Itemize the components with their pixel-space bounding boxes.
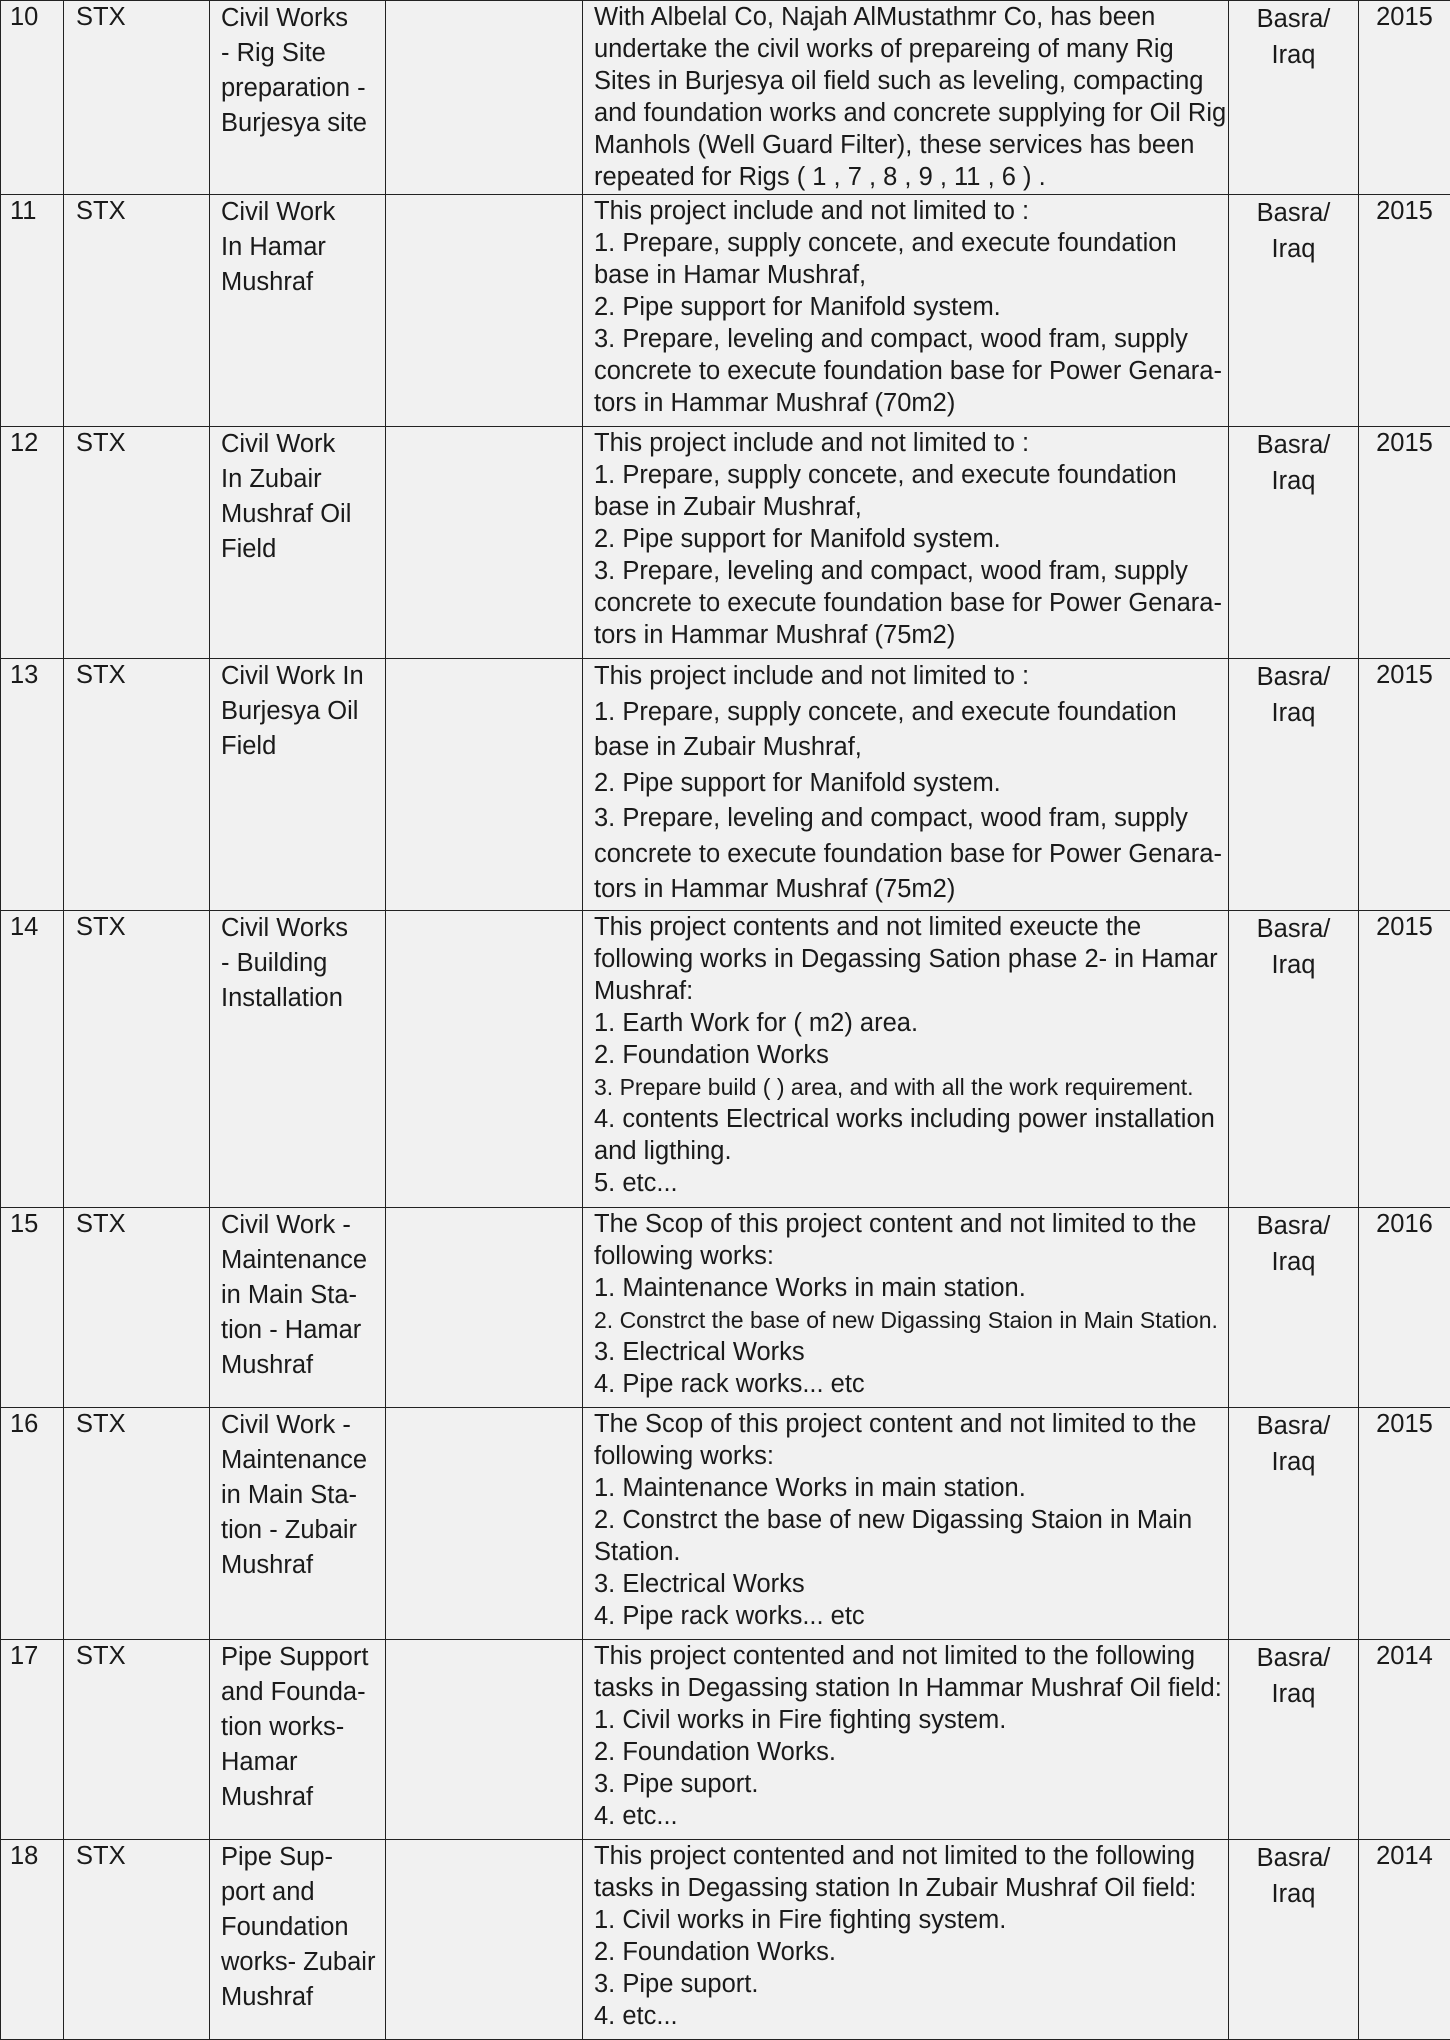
empty-cell — [386, 1640, 583, 1840]
project-description-cell — [583, 1, 1229, 195]
description-line: 3. Pipe suport. — [594, 1768, 1220, 1800]
description-line: following works in Degassing Sation phase 2- in Hamar — [594, 943, 1220, 975]
description-line: 4. etc... — [594, 2000, 1220, 2032]
project-title-cell — [210, 427, 386, 659]
year-cell: 2014 — [1359, 1640, 1450, 1840]
location-cell — [1229, 659, 1359, 911]
description-line: 2. Pipe support for Manifold system. — [594, 523, 1220, 555]
location-line: Iraq — [1233, 1876, 1354, 1912]
project-number-cell: 11 — [1, 195, 64, 427]
project-description-cell — [583, 427, 1229, 659]
location-line: Iraq — [1233, 1244, 1354, 1280]
description-line: tasks in Degassing station In Zubair Mushraf Oil field: — [594, 1872, 1220, 1904]
project-description-cell — [583, 1640, 1229, 1840]
description-line: 2. Constrct the base of new Digassing Staion in Main Station. — [594, 1304, 1220, 1336]
description-line: This project contented and not limited to the following — [594, 1640, 1220, 1672]
project-title-line: Field — [221, 729, 377, 764]
location-cell — [1229, 911, 1359, 1208]
location-line: Basra/ — [1233, 1640, 1354, 1676]
project-number-cell: 12 — [1, 427, 64, 659]
project-title-line: tion works- — [221, 1710, 377, 1745]
project-title-line: Maintenance — [221, 1443, 377, 1478]
project-number-cell: 13 — [1, 659, 64, 911]
year-cell: 2015 — [1359, 427, 1450, 659]
description-line: tors in Hammar Mushraf (75m2) — [594, 872, 1220, 908]
project-title-line: Pipe Sup- — [221, 1840, 377, 1875]
empty-cell — [386, 1840, 583, 2040]
project-title-line: in Main Sta- — [221, 1478, 377, 1513]
location-line: Iraq — [1233, 231, 1354, 267]
project-title-line: and Founda- — [221, 1675, 377, 1710]
description-line: 1. Prepare, supply concete, and execute foundation — [594, 695, 1220, 731]
project-title-line: port and — [221, 1875, 377, 1910]
project-title-line: in Main Sta- — [221, 1278, 377, 1313]
project-title-line: tion - Zubair — [221, 1513, 377, 1548]
description-line: 1. Prepare, supply concete, and execute foundation — [594, 227, 1220, 259]
company-cell: STX — [64, 195, 210, 427]
project-title-line: In Zubair — [221, 462, 377, 497]
description-line: The Scop of this project content and not limited to the — [594, 1208, 1220, 1240]
location-cell — [1229, 1208, 1359, 1408]
table-row — [1, 1408, 1450, 1640]
project-title-line: Mushraf — [221, 1348, 377, 1383]
project-title-line: Field — [221, 532, 377, 567]
location-line: Iraq — [1233, 695, 1354, 731]
project-title-cell — [210, 1408, 386, 1640]
year-cell: 2015 — [1359, 1408, 1450, 1640]
location-line: Basra/ — [1233, 427, 1354, 463]
description-line: 2. Foundation Works. — [594, 1936, 1220, 1968]
project-title-line: Foundation — [221, 1910, 377, 1945]
year-cell: 2015 — [1359, 659, 1450, 911]
project-title-cell — [210, 659, 386, 911]
company-cell: STX — [64, 1208, 210, 1408]
project-title-line: Pipe Support — [221, 1640, 377, 1675]
project-title-line: - Building — [221, 946, 377, 981]
description-line: 2. Constrct the base of new Digassing Staion in Main — [594, 1504, 1220, 1536]
project-number-cell: 16 — [1, 1408, 64, 1640]
company-cell: STX — [64, 1, 210, 195]
table-row — [1, 427, 1450, 659]
project-title-line: Installation — [221, 981, 377, 1016]
project-number-cell: 18 — [1, 1840, 64, 2040]
project-title-line: Civil Works — [221, 911, 377, 946]
description-line: 1. Maintenance Works in main station. — [594, 1272, 1220, 1304]
description-line: following works: — [594, 1440, 1220, 1472]
table-row — [1, 1840, 1450, 2040]
table-row — [1, 911, 1450, 1208]
project-title-line: Burjesya site — [221, 106, 377, 141]
company-cell: STX — [64, 1840, 210, 2040]
project-title-line: Hamar — [221, 1745, 377, 1780]
description-line: 2. Foundation Works — [594, 1039, 1220, 1071]
description-line: 1. Earth Work for ( m2) area. — [594, 1007, 1220, 1039]
description-line: 3. Electrical Works — [594, 1568, 1220, 1600]
projects-table-body — [1, 1, 1450, 2040]
location-cell — [1229, 1408, 1359, 1640]
description-line: 1. Prepare, supply concete, and execute foundation — [594, 459, 1220, 491]
description-line: 2. Pipe support for Manifold system. — [594, 766, 1220, 802]
empty-cell — [386, 195, 583, 427]
project-title-line: Civil Work — [221, 195, 377, 230]
project-title-line: - Rig Site — [221, 36, 377, 71]
description-line: 3. Prepare, leveling and compact, wood fram, supply — [594, 555, 1220, 587]
description-line: concrete to execute foundation base for Power Genara- — [594, 587, 1220, 619]
company-cell: STX — [64, 659, 210, 911]
table-row — [1, 1, 1450, 195]
description-line: This project contented and not limited to the following — [594, 1840, 1220, 1872]
empty-cell — [386, 1408, 583, 1640]
description-line: This project include and not limited to : — [594, 195, 1220, 227]
description-line: This project include and not limited to : — [594, 659, 1220, 695]
description-line: 3. Pipe suport. — [594, 1968, 1220, 2000]
empty-cell — [386, 1208, 583, 1408]
project-title-line: tion - Hamar — [221, 1313, 377, 1348]
description-line: base in Hamar Mushraf, — [594, 259, 1220, 291]
project-title-line: Civil Work - — [221, 1208, 377, 1243]
company-cell: STX — [64, 911, 210, 1208]
year-cell: 2016 — [1359, 1208, 1450, 1408]
description-line: Manhols (Well Guard Filter), these services has been — [594, 129, 1220, 161]
empty-cell — [386, 659, 583, 911]
description-line: 5. etc... — [594, 1167, 1220, 1199]
project-title-line: Mushraf — [221, 265, 377, 300]
table-row — [1, 1208, 1450, 1408]
location-cell — [1229, 1840, 1359, 2040]
project-title-line: Civil Work - — [221, 1408, 377, 1443]
description-line: following works: — [594, 1240, 1220, 1272]
location-line: Basra/ — [1233, 1208, 1354, 1244]
project-title-line: Mushraf — [221, 1980, 377, 2015]
project-title-line: In Hamar — [221, 230, 377, 265]
company-cell: STX — [64, 427, 210, 659]
description-line: and ligthing. — [594, 1135, 1220, 1167]
location-line: Basra/ — [1233, 1, 1354, 37]
project-description-cell — [583, 1840, 1229, 2040]
project-title-line: Burjesya Oil — [221, 694, 377, 729]
year-cell: 2015 — [1359, 1, 1450, 195]
description-line: undertake the civil works of prepareing of many Rig — [594, 33, 1220, 65]
location-cell — [1229, 1640, 1359, 1840]
project-title-line: Civil Work — [221, 427, 377, 462]
location-line: Iraq — [1233, 1444, 1354, 1480]
year-cell: 2015 — [1359, 195, 1450, 427]
empty-cell — [386, 427, 583, 659]
description-line: 4. Pipe rack works... etc — [594, 1368, 1220, 1400]
description-line: This project include and not limited to : — [594, 427, 1220, 459]
description-line: repeated for Rigs ( 1 , 7 , 8 , 9 , 11 , 6 ) . — [594, 161, 1220, 193]
location-line: Basra/ — [1233, 911, 1354, 947]
description-line: tors in Hammar Mushraf (70m2) — [594, 387, 1220, 419]
project-description-cell — [583, 911, 1229, 1208]
empty-cell — [386, 911, 583, 1208]
description-line: 1. Civil works in Fire fighting system. — [594, 1704, 1220, 1736]
location-line: Iraq — [1233, 37, 1354, 73]
project-title-line: Mushraf — [221, 1548, 377, 1583]
description-line: The Scop of this project content and not limited to the — [594, 1408, 1220, 1440]
description-line: 2. Pipe support for Manifold system. — [594, 291, 1220, 323]
project-title-line: Civil Work In — [221, 659, 377, 694]
table-row — [1, 195, 1450, 427]
description-line: base in Zubair Mushraf, — [594, 491, 1220, 523]
project-number-cell: 17 — [1, 1640, 64, 1840]
project-title-line: preparation - — [221, 71, 377, 106]
table-row — [1, 1640, 1450, 1840]
description-line: Mushraf: — [594, 975, 1220, 1007]
location-line: Basra/ — [1233, 1840, 1354, 1876]
location-line: Basra/ — [1233, 1408, 1354, 1444]
project-number-cell: 15 — [1, 1208, 64, 1408]
company-cell: STX — [64, 1640, 210, 1840]
description-line: 1. Civil works in Fire fighting system. — [594, 1904, 1220, 1936]
description-line: 3. Prepare, leveling and compact, wood fram, supply — [594, 801, 1220, 837]
location-cell — [1229, 1, 1359, 195]
project-description-cell — [583, 195, 1229, 427]
description-line: concrete to execute foundation base for Power Genara- — [594, 355, 1220, 387]
location-line: Basra/ — [1233, 659, 1354, 695]
empty-cell — [386, 1, 583, 195]
location-cell — [1229, 195, 1359, 427]
location-line: Iraq — [1233, 463, 1354, 499]
description-line: base in Zubair Mushraf, — [594, 730, 1220, 766]
description-line: 2. Foundation Works. — [594, 1736, 1220, 1768]
description-line: tasks in Degassing station In Hammar Mushraf Oil field: — [594, 1672, 1220, 1704]
project-description-cell — [583, 1208, 1229, 1408]
description-line: Station. — [594, 1536, 1220, 1568]
project-title-cell — [210, 1840, 386, 2040]
description-line: 4. Pipe rack works... etc — [594, 1600, 1220, 1632]
project-title-line: Mushraf — [221, 1780, 377, 1815]
description-line: Sites in Burjesya oil field such as leveling, compacting — [594, 65, 1220, 97]
project-title-line: Civil Works — [221, 1, 377, 36]
project-title-cell — [210, 1, 386, 195]
description-line: concrete to execute foundation base for Power Genara- — [594, 837, 1220, 873]
project-title-cell — [210, 195, 386, 427]
year-cell: 2015 — [1359, 911, 1450, 1208]
project-title-line: works- Zubair — [221, 1945, 377, 1980]
year-cell: 2014 — [1359, 1840, 1450, 2040]
description-line: 4. contents Electrical works including power installation — [594, 1103, 1220, 1135]
description-line: 3. Prepare build ( ) area, and with all the work requirement. — [594, 1071, 1220, 1103]
description-line: 1. Maintenance Works in main station. — [594, 1472, 1220, 1504]
project-title-cell — [210, 911, 386, 1208]
project-description-cell — [583, 659, 1229, 911]
location-cell — [1229, 427, 1359, 659]
project-number-cell: 10 — [1, 1, 64, 195]
table-row — [1, 659, 1450, 911]
location-line: Basra/ — [1233, 195, 1354, 231]
location-line: Iraq — [1233, 947, 1354, 983]
project-title-cell — [210, 1640, 386, 1840]
project-title-cell — [210, 1208, 386, 1408]
description-line: 4. etc... — [594, 1800, 1220, 1832]
project-title-line: Maintenance — [221, 1243, 377, 1278]
description-line: 3. Electrical Works — [594, 1336, 1220, 1368]
company-cell: STX — [64, 1408, 210, 1640]
project-title-line: Mushraf Oil — [221, 497, 377, 532]
location-line: Iraq — [1233, 1676, 1354, 1712]
description-line: tors in Hammar Mushraf (75m2) — [594, 619, 1220, 651]
project-description-cell — [583, 1408, 1229, 1640]
description-line: and foundation works and concrete supplying for Oil Rig — [594, 97, 1220, 129]
description-line: This project contents and not limited exeucte the — [594, 911, 1220, 943]
project-number-cell: 14 — [1, 911, 64, 1208]
description-line: 3. Prepare, leveling and compact, wood fram, supply — [594, 323, 1220, 355]
description-line: With Albelal Co, Najah AlMustathmr Co, has been — [594, 1, 1220, 33]
